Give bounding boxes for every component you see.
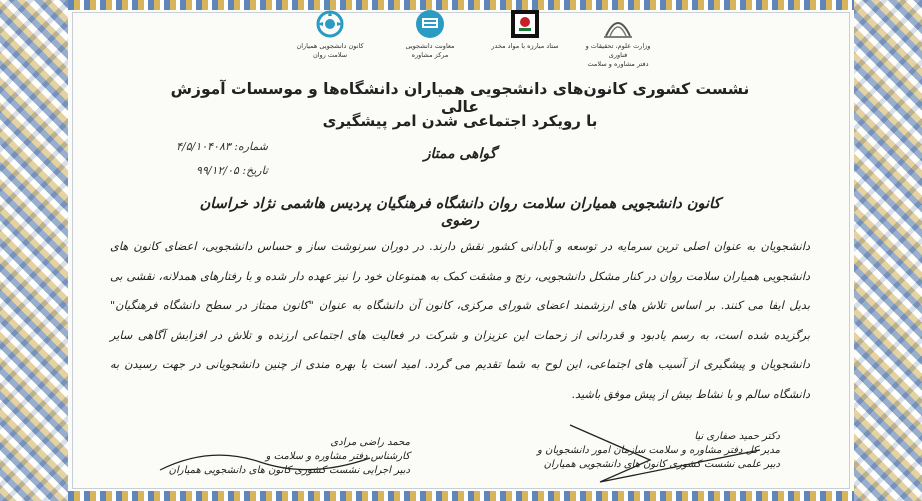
certificate-body — [110, 232, 810, 422]
signatory-role: مدیر کل دفتر مشاوره و سلامت سازمان امور دانشجویان و — [537, 445, 780, 456]
certificate-meta — [138, 135, 268, 183]
certificate-date: تاریخ: ۹۹/۱۲/۰۵ — [196, 164, 268, 177]
body-text-line: دانشجویان به عنوان اصلی ترین سرمایه در توسعه و آبادانی کشور نقش دارند. در دوران سرنوشت ساز و حساس دانشجویی، اعضای کانون های دانشجویی همیاران سلامت روان در — [110, 240, 811, 283]
signatory-role: کارشناس دفتر مشاوره و سلامت و — [265, 451, 410, 462]
signatory-role: دبیر علمی نشست کشوری کانون های دانشجویی همیاران — [543, 459, 780, 470]
logo-row — [290, 8, 670, 68]
ornamental-border-left — [0, 0, 68, 501]
ornamental-border-bottom — [68, 491, 854, 501]
signatory-name: دکتر حمید صفاری نیا — [694, 431, 780, 442]
signatory-role: دبیر اجرایی نشست کشوری کانون های دانشجویی همیاران — [168, 465, 410, 476]
university-seal-icon — [410, 8, 450, 42]
logo-caption: سلامت روان — [312, 51, 348, 59]
logo-sunflower — [290, 8, 370, 68]
body-text-line: مرکزی، کانون آن دانشگاه به عنوان "کانون ممتاز در سطح دانشگاه فرهنگیان" برگزیده شده است، به رسم یادبود و قدردانی از زحمات این عزیزان و شرکت در فعالیت — [110, 299, 810, 342]
logo-caption: معاونت دانشجویی — [405, 42, 455, 50]
logo-university — [390, 8, 470, 68]
certificate-title-line2: با رویکرد اجتماعی شدن امر پیشگیری — [322, 112, 598, 130]
recipient-name: کانون دانشجویی همیاران سلامت روان دانشگاه فرهنگیان پردیس هاشمی نژاد خراسان رضوی — [199, 195, 721, 229]
logo-caption: وزارت علوم، تحقیقات و فناوری — [585, 42, 651, 59]
ornamental-border-right — [854, 0, 922, 501]
sunflower-logo-icon — [310, 8, 350, 42]
anti-drug-headquarters-icon — [505, 8, 545, 42]
logo-caption: دفتر مشاوره و سلامت — [587, 60, 649, 68]
signatory-name: محمد راضی مرادی — [330, 437, 410, 448]
logo-caption: کانون دانشجویی همیاران — [296, 42, 364, 50]
body-text-line: کنار مشکل دانشجویی، رنج و مشقت کمک به همنوعان خود را نیز عهده دار شده و با رفتارهای همدلانه، نقشی بی بدیل ایفا می کنند. بر اساس تلاش های ارزشمند اعضای شورای — [110, 269, 811, 312]
ministry-emblem-icon — [598, 8, 638, 42]
logo-caption: ستاد مبارزه با مواد مخدر — [491, 42, 559, 50]
certificate-number: شماره: ۴/۵/۱۰۴۰۸۳ — [176, 140, 268, 153]
certificate-subtitle: گواهی ممتاز — [423, 146, 497, 162]
logo-caption: مرکز مشاوره — [411, 51, 449, 59]
signature-left — [150, 436, 410, 478]
body-text-line: جهت رسیدن به دانشگاه سالم و با نشاط بیش از پیش موفق باشید. — [110, 358, 810, 401]
body-text-line: های اجتماعی ارزنده و تلاش در افزایش آگاهی سایر دانشجویان و پیشگیری از آسیب های اجتماعی، این لوح به شما تقدیم می گردد. امید است با بهره مندی از چنین دانشجویانی در — [110, 328, 810, 371]
logo-ministry — [578, 8, 658, 68]
signature-right — [520, 430, 780, 472]
logo-anti-drug — [485, 8, 565, 68]
certificate-title: نشست کشوری کانون‌های دانشجویی همیاران دانشگاه‌ها و موسسات آموزش عالی — [170, 80, 750, 116]
